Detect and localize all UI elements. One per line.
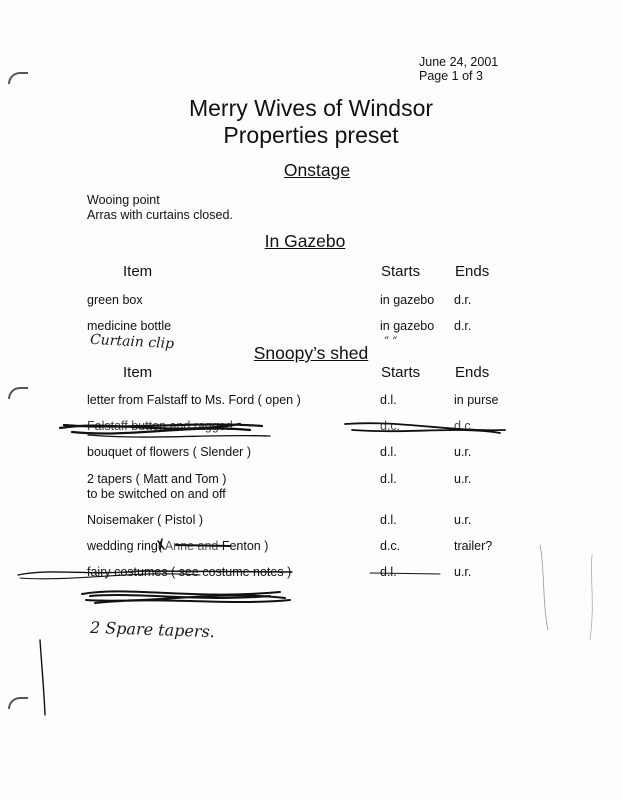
prop-item-struck: Falstaff button and ragged <box>87 419 233 433</box>
handwritten-note: Curtain clip <box>89 331 175 353</box>
prop-item: green box <box>87 293 143 307</box>
margin-mark <box>540 545 548 630</box>
page-number: Page 1 of 3 <box>419 69 483 83</box>
strike-scribble <box>345 423 505 433</box>
onstage-note: Arras with curtains closed. <box>87 208 233 222</box>
prop-starts-struck: d.c. <box>380 419 401 433</box>
prop-ends: u.r. <box>454 472 472 486</box>
strike-scribble <box>158 539 164 550</box>
prop-item-text: ( <box>157 539 165 553</box>
prop-ends: d.r. <box>454 293 472 307</box>
prop-starts: d.l. <box>380 393 397 407</box>
prop-item: Noisemaker ( Pistol ) <box>87 513 203 527</box>
prop-ends: trailer? <box>454 539 493 553</box>
document-subtitle: Properties preset <box>223 122 399 148</box>
prop-item: bouquet of flowers ( Slender ) <box>87 445 251 459</box>
strike-scribble <box>370 573 440 574</box>
margin-mark <box>40 640 45 715</box>
prop-ends: in purse <box>454 393 499 407</box>
section-heading-onstage: Onstage <box>283 160 351 180</box>
prop-item: letter from Falstaff to Ms. Ford ( open ) <box>87 393 301 407</box>
column-header-ends: Ends <box>455 364 490 381</box>
prop-ends: u.r. <box>454 513 472 527</box>
prop-item-struck-text: Anne and <box>164 539 219 553</box>
prop-starts: d.l. <box>380 472 397 486</box>
prop-starts: in gazebo <box>380 293 435 307</box>
strike-scribble <box>60 424 262 434</box>
prop-ends: u.r. <box>454 445 472 459</box>
prop-item-text: wedding ring <box>87 539 158 553</box>
prop-starts: d.l. <box>380 513 397 527</box>
prop-starts: d.l. <box>380 445 397 459</box>
handwritten-ditto: ” ” <box>384 336 398 347</box>
column-header-starts: Starts <box>381 263 421 280</box>
column-header-ends: Ends <box>455 263 490 280</box>
strike-scribble <box>176 545 230 546</box>
handwritten-note: 2 Spare tapers. <box>89 617 216 642</box>
strike-scribble <box>88 435 270 437</box>
margin-mark <box>590 555 592 640</box>
prop-item: fairy costumes ( see costume notes ) <box>87 565 292 579</box>
prop-item-text: Fenton ) <box>218 539 269 553</box>
column-header-starts: Starts <box>381 364 421 381</box>
prop-starts: d.l. <box>380 565 397 579</box>
prop-starts: in gazebo <box>380 319 435 333</box>
section-heading-gazebo: In Gazebo <box>264 231 346 251</box>
prop-ends: d.r. <box>454 319 472 333</box>
prop-item-line: 2 tapers ( Matt and Tom ) <box>87 472 227 486</box>
prop-item-line: to be switched on and off <box>87 487 226 501</box>
prop-ends-struck: d.c. <box>454 419 475 433</box>
prop-starts: d.c. <box>380 539 401 553</box>
section-heading-snoopys-shed: Snoopy’s shed <box>253 343 369 363</box>
prop-ends: u.r. <box>454 565 472 579</box>
column-header-item: Item <box>123 263 153 280</box>
strike-scribble <box>20 574 200 579</box>
strike-scribble <box>82 591 290 603</box>
column-header-item: Item <box>123 364 153 381</box>
prop-item: medicine bottle <box>87 319 172 333</box>
document-date: June 24, 2001 <box>419 55 499 69</box>
onstage-note: Wooing point <box>87 193 160 207</box>
document-title: Merry Wives of Windsor <box>188 95 434 121</box>
